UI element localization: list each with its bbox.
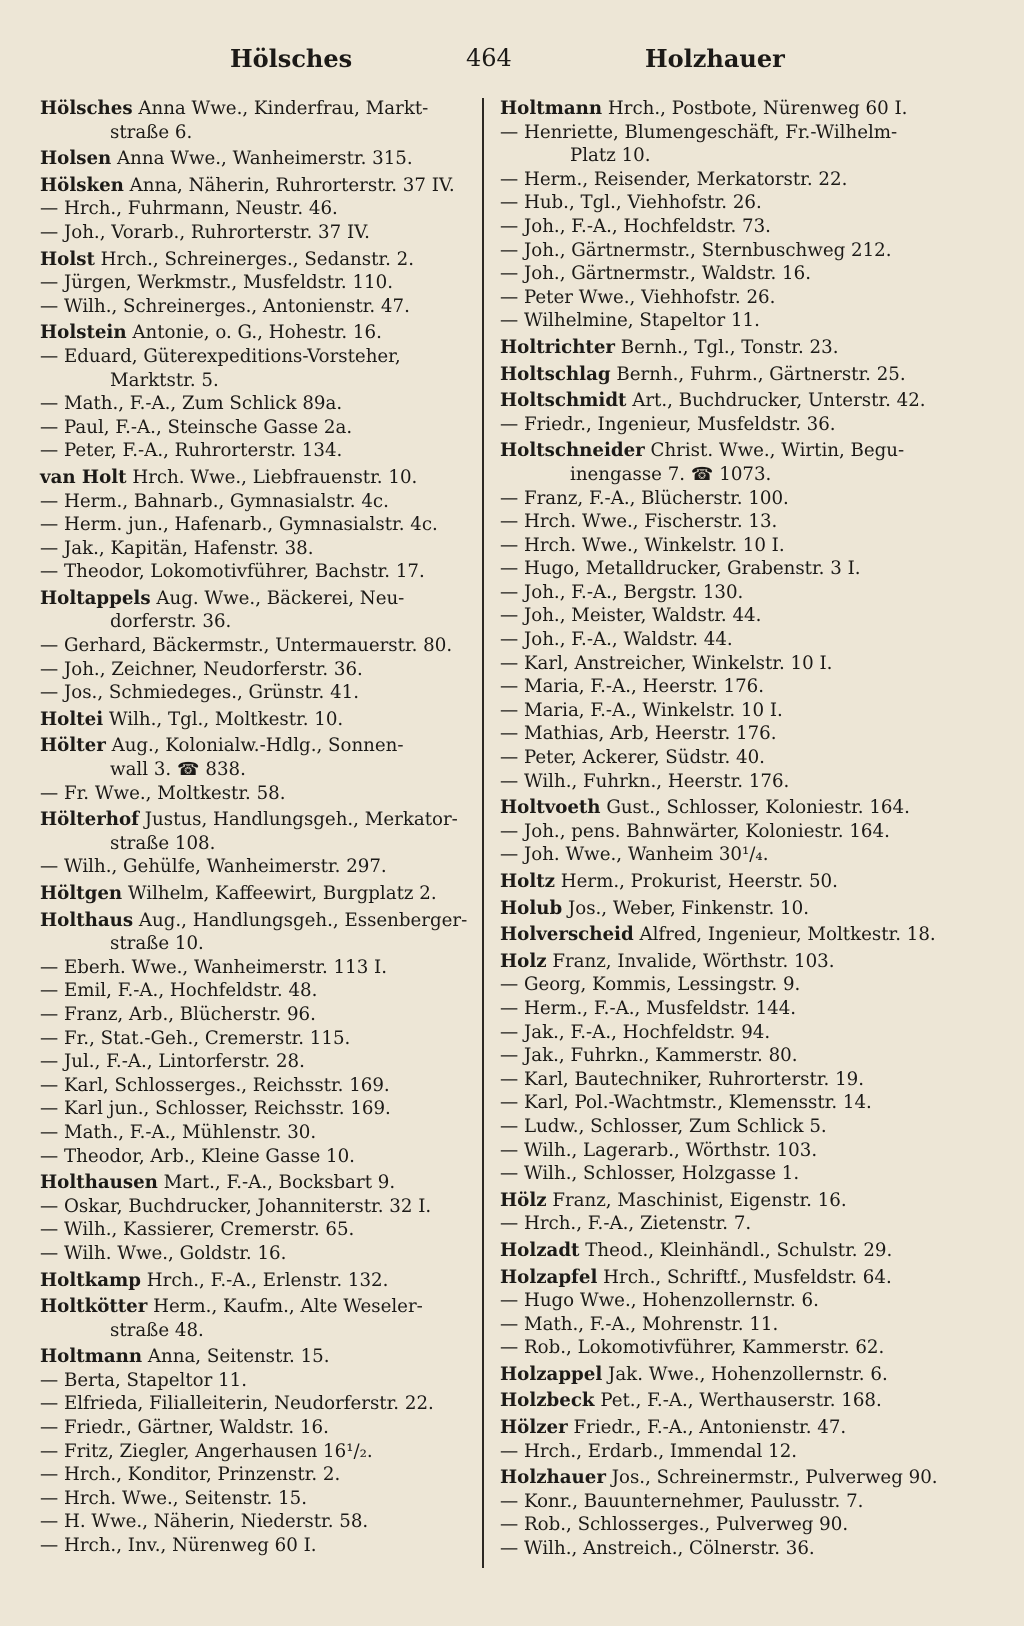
- entry-text: Wilh., Tgl., Moltkestr. 10.: [103, 708, 344, 730]
- directory-entry: [500, 286, 962, 310]
- directory-entry: [40, 634, 502, 658]
- entry-text: — Ludw., Schlosser, Zum Schlick 5.: [500, 1115, 827, 1137]
- entry-surname: Holtkamp: [40, 1269, 141, 1291]
- directory-entry: [500, 510, 962, 534]
- entry-continuation: straße 48.: [110, 1319, 204, 1341]
- entry-text: — Jul., F.-A., Lintorferstr. 28.: [40, 1051, 305, 1073]
- entry-text: Hrch., Postbote, Nürenweg 60 I.: [602, 98, 908, 119]
- entry-text: — Joh., Gärtnermstr., Waldstr. 16.: [500, 263, 811, 285]
- entry-text: — Wilh., Schreinerges., Antonienstr. 47.: [40, 295, 410, 317]
- entry-surname: Hölzer: [500, 1417, 568, 1439]
- entry-text: Anna Wwe., Wanheimerstr. 315.: [111, 148, 413, 170]
- directory-entry: [40, 782, 502, 806]
- directory-entry: [40, 1171, 502, 1195]
- directory-entry: [500, 1537, 962, 1561]
- entry-text: Mart., F.-A., Bocksbart 9.: [157, 1172, 396, 1194]
- directory-entry: [40, 1440, 502, 1464]
- entry-text: — Wilh., Schlosser, Holzgasse 1.: [500, 1163, 800, 1185]
- entry-text: Art., Buchdrucker, Unterstr. 42.: [626, 390, 926, 412]
- entry-surname: Höltgen: [40, 883, 123, 904]
- directory-entry: [40, 1269, 502, 1293]
- entry-text: — Fr., Stat.-Geh., Cremerstr. 115.: [40, 1027, 351, 1049]
- entry-text: Aug., Kolonialw.-Hdlg., Sonnen-: [105, 735, 404, 757]
- entry-text: — Wilh., Gehülfe, Wanheimerstr. 297.: [40, 856, 387, 878]
- entry-surname: Holst: [40, 248, 95, 270]
- directory-entry: [500, 487, 962, 511]
- entry-text: — Wilh. Wwe., Goldstr. 16.: [40, 1242, 287, 1264]
- entry-continuation: straße 108.: [110, 832, 216, 854]
- entry-text: — Hrch. Wwe., Fischerstr. 13.: [500, 511, 778, 533]
- directory-entry: [40, 97, 502, 144]
- directory-entry: [500, 923, 962, 947]
- directory-entry: [500, 997, 962, 1021]
- entry-continuation: wall 3. ☎ 838.: [110, 759, 246, 781]
- directory-entry: [500, 534, 962, 558]
- directory-entry: [40, 1487, 502, 1511]
- directory-entry: [40, 392, 502, 416]
- directory-entry: [500, 1021, 962, 1045]
- directory-entry: [500, 1044, 962, 1068]
- entry-surname: Holtmann: [500, 98, 603, 119]
- entry-text: Anna, Näherin, Ruhrorterstr. 37 IV.: [123, 174, 455, 196]
- page-header: [0, 44, 1024, 84]
- entry-surname: Holtschmidt: [500, 390, 627, 412]
- entry-continuation: Platz 10.: [570, 145, 651, 167]
- entry-surname: Holtrichter: [500, 336, 615, 358]
- entry-text: — Fritz, Ziegler, Angerhausen 16¹/₂.: [40, 1440, 373, 1462]
- directory-entry: [500, 557, 962, 581]
- directory-entry: [40, 1195, 502, 1219]
- entry-surname: Holzapfel: [500, 1266, 598, 1288]
- directory-entry: [500, 628, 962, 652]
- entry-text: — Eduard, Güterexpeditions-Vorsteher,: [40, 345, 401, 367]
- directory-entry: [500, 652, 962, 676]
- left-column: [40, 94, 502, 1558]
- entry-text: — Maria, F.-A., Heerstr. 176.: [500, 676, 765, 698]
- directory-entry: [500, 1363, 962, 1387]
- directory-entry: [500, 1313, 962, 1337]
- entry-text: — Joh., F.-A., Bergstr. 130.: [500, 581, 744, 603]
- entry-text: — Joh., Gärtnermstr., Sternbuschweg 212.: [500, 239, 892, 261]
- entry-text: Anna, Seitenstr. 15.: [142, 1346, 330, 1368]
- directory-entry: [500, 1239, 962, 1263]
- entry-text: — Math., F.-A., Mohrenstr. 11.: [500, 1313, 779, 1335]
- entry-text: — Franz, Arb., Blücherstr. 96.: [40, 1003, 316, 1025]
- entry-surname: Holtmann: [40, 1346, 143, 1368]
- directory-entry: [500, 1212, 962, 1236]
- entry-text: — Karl, Pol.-Wachtmstr., Klemensstr. 14.: [500, 1092, 872, 1114]
- entry-text: Herm., Prokurist, Heerstr. 50.: [554, 871, 838, 892]
- entry-text: Christ. Wwe., Wirtin, Begu-: [644, 440, 905, 462]
- directory-entry: [40, 708, 502, 732]
- entry-surname: Holub: [500, 897, 563, 919]
- entry-surname: Holzadt: [500, 1239, 580, 1261]
- entry-text: — Herm., Reisender, Merkatorstr. 22.: [500, 168, 848, 190]
- directory-entry: [40, 490, 502, 514]
- entry-text: — Theodor, Arb., Kleine Gasse 10.: [40, 1145, 355, 1167]
- entry-text: — Eberh. Wwe., Wanheimerstr. 113 I.: [40, 956, 388, 978]
- entry-text: Franz, Maschinist, Eigenstr. 16.: [546, 1189, 847, 1211]
- directory-entry: [40, 1345, 502, 1369]
- directory-entry: [40, 560, 502, 584]
- entry-text: — Hrch., F.-A., Zietenstr. 7.: [500, 1213, 752, 1235]
- directory-entry: [500, 1189, 962, 1213]
- entry-text: — Hrch., Konditor, Prinzenstr. 2.: [40, 1464, 341, 1486]
- directory-entry: [500, 1416, 962, 1440]
- directory-entry: [500, 1289, 962, 1313]
- entry-text: — Herm., Bahnarb., Gymnasialstr. 4c.: [40, 490, 389, 512]
- entry-continuation: dorferstr. 36.: [110, 611, 232, 633]
- entry-text: — Wilhelmine, Stapeltor 11.: [500, 310, 760, 332]
- directory-entry: [500, 699, 962, 723]
- entry-text: Hrch., Schreinerges., Sedanstr. 2.: [94, 248, 415, 270]
- directory-entry: [500, 1490, 962, 1514]
- entry-surname: Holzbeck: [500, 1390, 595, 1412]
- entry-text: — Jürgen, Werkmstr., Musfeldstr. 110.: [40, 272, 393, 294]
- page-number: 464: [466, 44, 512, 72]
- entry-text: — Henriette, Blumengeschäft, Fr.-Wilhelm-: [500, 121, 898, 143]
- directory-entry: [500, 97, 962, 121]
- directory-entry: [40, 174, 502, 198]
- entry-text: — Math., F.-A., Mühlenstr. 30.: [40, 1121, 317, 1143]
- directory-entry: [40, 658, 502, 682]
- directory-entry: [40, 909, 502, 956]
- entry-text: Hrch. Wwe., Liebfrauenstr. 10.: [126, 466, 418, 488]
- entry-text: Justus, Handlungsgeh., Merkator-: [138, 809, 458, 831]
- directory-entry: [40, 1392, 502, 1416]
- directory-entry: [500, 950, 962, 974]
- entry-text: — Herm., F.-A., Musfeldstr. 144.: [500, 997, 797, 1019]
- directory-entry: [40, 1218, 502, 1242]
- directory-entry: [40, 321, 502, 345]
- directory-entry: [500, 1068, 962, 1092]
- directory-entry: [40, 221, 502, 245]
- entry-text: — Karl, Anstreicher, Winkelstr. 10 I.: [500, 652, 833, 674]
- entry-surname: Holtz: [500, 871, 555, 892]
- entry-continuation: straße 10.: [110, 933, 204, 955]
- entry-text: — Joh., Vorarb., Ruhrorterstr. 37 IV.: [40, 221, 370, 243]
- entry-continuation: inengasse 7. ☎ 1073.: [570, 463, 772, 485]
- directory-entry: [40, 1121, 502, 1145]
- directory-entry: [40, 734, 502, 781]
- right-column: [500, 94, 962, 1561]
- directory-entry: [40, 248, 502, 272]
- directory-entry: [500, 1336, 962, 1360]
- entry-surname: Holtschlag: [500, 363, 611, 385]
- entry-text: — Jak., F.-A., Hochfeldstr. 94.: [500, 1021, 771, 1043]
- directory-entry: [500, 1389, 962, 1413]
- directory-entry: [500, 168, 962, 192]
- entry-text: Pet., F.-A., Werthauserstr. 168.: [594, 1390, 882, 1412]
- directory-entry: [40, 1534, 502, 1558]
- entry-text: — Joh., Zeichner, Neudorferstr. 36.: [40, 658, 363, 680]
- entry-surname: Hölz: [500, 1189, 547, 1211]
- directory-entry: [500, 1162, 962, 1186]
- entry-surname: Hölsken: [40, 174, 124, 196]
- entry-text: — Rob., Lokomotivführer, Kammerstr. 62.: [500, 1337, 885, 1359]
- entry-surname: Holz: [500, 950, 547, 972]
- directory-entry: [500, 675, 962, 699]
- entry-text: Bernh., Fuhrm., Gärtnerstr. 25.: [610, 363, 906, 385]
- entry-surname: Holthausen: [40, 1172, 158, 1194]
- entry-text: — Wilh., Anstreich., Cölnerstr. 36.: [500, 1538, 815, 1560]
- entry-text: — Paul, F.-A., Steinsche Gasse 2a.: [40, 416, 353, 438]
- directory-entry: [500, 796, 962, 820]
- directory-entry: [40, 1074, 502, 1098]
- directory-entry: [40, 1003, 502, 1027]
- directory-entry: [40, 416, 502, 440]
- entry-continuation: straße 6.: [110, 121, 193, 143]
- entry-text: — Theodor, Lokomotivführer, Bachstr. 17.: [40, 561, 425, 583]
- entry-text: Hrch., F.-A., Erlenstr. 132.: [140, 1269, 389, 1291]
- directory-entry: [40, 466, 502, 490]
- entry-text: — Hrch., Erdarb., Immendal 12.: [500, 1440, 798, 1462]
- entry-text: — Friedr., Ingenieur, Musfeldstr. 36.: [500, 413, 836, 435]
- directory-entry: [40, 1097, 502, 1121]
- directory-entry: [40, 956, 502, 980]
- entry-text: — Friedr., Gärtner, Waldstr. 16.: [40, 1417, 329, 1439]
- directory-entry: [40, 808, 502, 855]
- entry-text: — Wilh., Lagerarb., Wörthstr. 103.: [500, 1139, 818, 1161]
- directory-entry: [500, 1091, 962, 1115]
- entry-text: — Joh., F.-A., Waldstr. 44.: [500, 629, 733, 651]
- directory-entry: [500, 336, 962, 360]
- directory-entry: [500, 413, 962, 437]
- entry-text: — Fr. Wwe., Moltkestr. 58.: [40, 782, 286, 804]
- directory-entry: [40, 513, 502, 537]
- entry-text: Alfred, Ingenieur, Moltkestr. 18.: [633, 924, 936, 946]
- entry-surname: Holzappel: [500, 1363, 603, 1385]
- entry-surname: Holthaus: [40, 909, 134, 931]
- directory-entry: [40, 1145, 502, 1169]
- directory-entry: [40, 345, 502, 392]
- entry-text: Wilhelm, Kaffeewirt, Burgplatz 2.: [122, 883, 437, 904]
- entry-continuation: Marktstr. 5.: [110, 369, 219, 391]
- header-right-keyword: Holzhauer: [645, 44, 785, 73]
- entry-text: Franz, Invalide, Wörthstr. 103.: [546, 950, 835, 972]
- entry-text: — Oskar, Buchdrucker, Johanniterstr. 32 I.: [40, 1195, 432, 1217]
- directory-entry: [40, 1416, 502, 1440]
- entry-text: — Peter, F.-A., Ruhrorterstr. 134.: [40, 440, 343, 462]
- entry-text: — Hrch. Wwe., Winkelstr. 10 I.: [500, 534, 785, 556]
- directory-entry: [40, 295, 502, 319]
- entry-text: — Joh., F.-A., Hochfeldstr. 73.: [500, 215, 771, 237]
- entry-text: — Hrch., Inv., Nürenweg 60 I.: [40, 1535, 317, 1557]
- directory-entry: [500, 1513, 962, 1537]
- entry-surname: Holtappels: [40, 587, 151, 609]
- directory-entry: [40, 979, 502, 1003]
- entry-text: — Maria, F.-A., Winkelstr. 10 I.: [500, 699, 783, 721]
- directory-entry: [500, 1440, 962, 1464]
- entry-text: — Hugo, Metalldrucker, Grabenstr. 3 I.: [500, 558, 861, 580]
- directory-entry: [500, 604, 962, 628]
- directory-entry: [40, 1510, 502, 1534]
- directory-entry: [500, 389, 962, 413]
- entry-text: Bernh., Tgl., Tonstr. 23.: [614, 336, 839, 358]
- entry-text: Jak. Wwe., Hohenzollernstr. 6.: [602, 1363, 888, 1385]
- entry-text: — Konr., Bauunternehmer, Paulusstr. 7.: [500, 1490, 864, 1512]
- entry-text: — Georg, Kommis, Lessingstr. 9.: [500, 974, 801, 996]
- entry-surname: Holtei: [40, 708, 104, 730]
- entry-surname: Hölsches: [40, 98, 133, 119]
- directory-entry: [40, 1295, 502, 1342]
- entry-text: — Jos., Schmiedeges., Grünstr. 41.: [40, 682, 360, 704]
- entry-text: Anna Wwe., Kinderfrau, Markt-: [132, 98, 429, 119]
- entry-text: Antonie, o. G., Hohestr. 16.: [126, 322, 382, 344]
- directory-entry: [500, 973, 962, 997]
- directory-entry: [500, 1266, 962, 1290]
- directory-entry: [40, 147, 502, 171]
- entry-text: — Joh. Wwe., Wanheim 30¹/₄.: [500, 844, 769, 866]
- directory-entry: [40, 197, 502, 221]
- entry-text: — Hub., Tgl., Viehhofstr. 26.: [500, 192, 762, 214]
- entry-text: Theod., Kleinhändl., Schulstr. 29.: [579, 1239, 893, 1261]
- directory-entry: [500, 191, 962, 215]
- entry-surname: Holtvoeth: [500, 797, 601, 819]
- entry-text: Jos., Weber, Finkenstr. 10.: [562, 897, 809, 919]
- directory-entry: [40, 1242, 502, 1266]
- entry-text: Aug., Handlungsgeh., Essenberger-: [133, 909, 468, 931]
- directory-entry: [500, 870, 962, 894]
- directory-entry: [40, 439, 502, 463]
- directory-entry: [500, 1466, 962, 1490]
- directory-entry: [40, 681, 502, 705]
- directory-entry: [500, 897, 962, 921]
- entry-text: — Emil, F.-A., Hochfeldstr. 48.: [40, 980, 318, 1002]
- entry-text: — Hrch. Wwe., Seitenstr. 15.: [40, 1487, 308, 1509]
- entry-text: — Karl, Schlosserges., Reichsstr. 169.: [40, 1074, 390, 1096]
- entry-text: — Peter Wwe., Viehhofstr. 26.: [500, 286, 776, 308]
- entry-text: — Hrch., Fuhrmann, Neustr. 46.: [40, 198, 338, 220]
- directory-entry: [500, 1139, 962, 1163]
- entry-text: Jos., Schreinermstr., Pulverweg 90.: [605, 1467, 938, 1489]
- entry-surname: van Holt: [40, 466, 127, 488]
- entry-text: — Rob., Schlosserges., Pulverweg 90.: [500, 1514, 849, 1536]
- entry-text: — Peter, Ackerer, Südstr. 40.: [500, 747, 765, 769]
- directory-entry: [40, 271, 502, 295]
- directory-entry: [40, 1369, 502, 1393]
- directory-entry: [500, 363, 962, 387]
- entry-text: — Jak., Kapitän, Hafenstr. 38.: [40, 537, 314, 559]
- directory-entry: [40, 1463, 502, 1487]
- entry-surname: Holstein: [40, 322, 127, 344]
- entry-surname: Hölter: [40, 735, 106, 757]
- directory-entry: [500, 581, 962, 605]
- directory-entry: [500, 770, 962, 794]
- directory-entry: [40, 537, 502, 561]
- directory-entry: [500, 239, 962, 263]
- entry-text: — Hugo Wwe., Hohenzollernstr. 6.: [500, 1290, 819, 1312]
- directory-entry: [40, 1050, 502, 1074]
- entry-text: — Gerhard, Bäckermstr., Untermauerstr. 80.: [40, 635, 453, 657]
- entry-surname: Hölterhof: [40, 809, 139, 831]
- entry-text: Hrch., Schriftf., Musfeldstr. 64.: [597, 1266, 892, 1288]
- directory-entry: [40, 855, 502, 879]
- directory-entry: [40, 882, 502, 906]
- directory-entry: [500, 262, 962, 286]
- directory-entry: [500, 121, 962, 168]
- directory-entry: [500, 746, 962, 770]
- entry-text: — Jak., Fuhrkn., Kammerstr. 80.: [500, 1045, 798, 1067]
- entry-text: — Berta, Stapeltor 11.: [40, 1369, 247, 1391]
- entry-text: — Franz, F.-A., Blücherstr. 100.: [500, 487, 789, 509]
- entry-surname: Holzhauer: [500, 1467, 606, 1489]
- entry-surname: Holsen: [40, 148, 112, 170]
- directory-entry: [40, 1027, 502, 1051]
- entry-text: — Herm. jun., Hafenarb., Gymnasialstr. 4c.: [40, 514, 438, 536]
- entry-text: — Mathias, Arb, Heerstr. 176.: [500, 723, 777, 745]
- entry-text: — Wilh., Fuhrkn., Heerstr. 176.: [500, 770, 790, 792]
- entry-text: — Joh., Meister, Waldstr. 44.: [500, 605, 762, 627]
- entry-text: — H. Wwe., Näherin, Niederstr. 58.: [40, 1511, 369, 1533]
- directory-entry: [500, 843, 962, 867]
- entry-text: — Wilh., Kassierer, Cremerstr. 65.: [40, 1219, 355, 1241]
- entry-text: Aug. Wwe., Bäckerei, Neu-: [150, 587, 405, 609]
- directory-entry: [500, 309, 962, 333]
- directory-entry: [500, 1115, 962, 1139]
- directory-entry: [500, 215, 962, 239]
- entry-text: — Karl jun., Schlosser, Reichsstr. 169.: [40, 1098, 391, 1120]
- entry-surname: Holtkötter: [40, 1296, 148, 1318]
- entry-text: — Karl, Bautechniker, Ruhrorterstr. 19.: [500, 1068, 864, 1090]
- entry-text: Friedr., F.-A., Antonienstr. 47.: [567, 1417, 847, 1439]
- directory-entry: [500, 820, 962, 844]
- entry-text: — Elfrieda, Filialleiterin, Neudorferstr. 22.: [40, 1393, 434, 1415]
- directory-entry: [40, 587, 502, 634]
- directory-entry: [500, 439, 962, 486]
- entry-text: — Joh., pens. Bahnwärter, Koloniestr. 164.: [500, 820, 890, 842]
- entry-text: Gust., Schlosser, Koloniestr. 164.: [600, 797, 910, 819]
- entry-surname: Holtschneider: [500, 440, 645, 462]
- directory-entry: [500, 722, 962, 746]
- entry-surname: Holverscheid: [500, 924, 634, 946]
- entry-text: — Math., F.-A., Zum Schlick 89a.: [40, 393, 343, 415]
- header-left-keyword: Hölsches: [230, 44, 353, 73]
- entry-text: Herm., Kaufm., Alte Weseler-: [147, 1296, 423, 1318]
